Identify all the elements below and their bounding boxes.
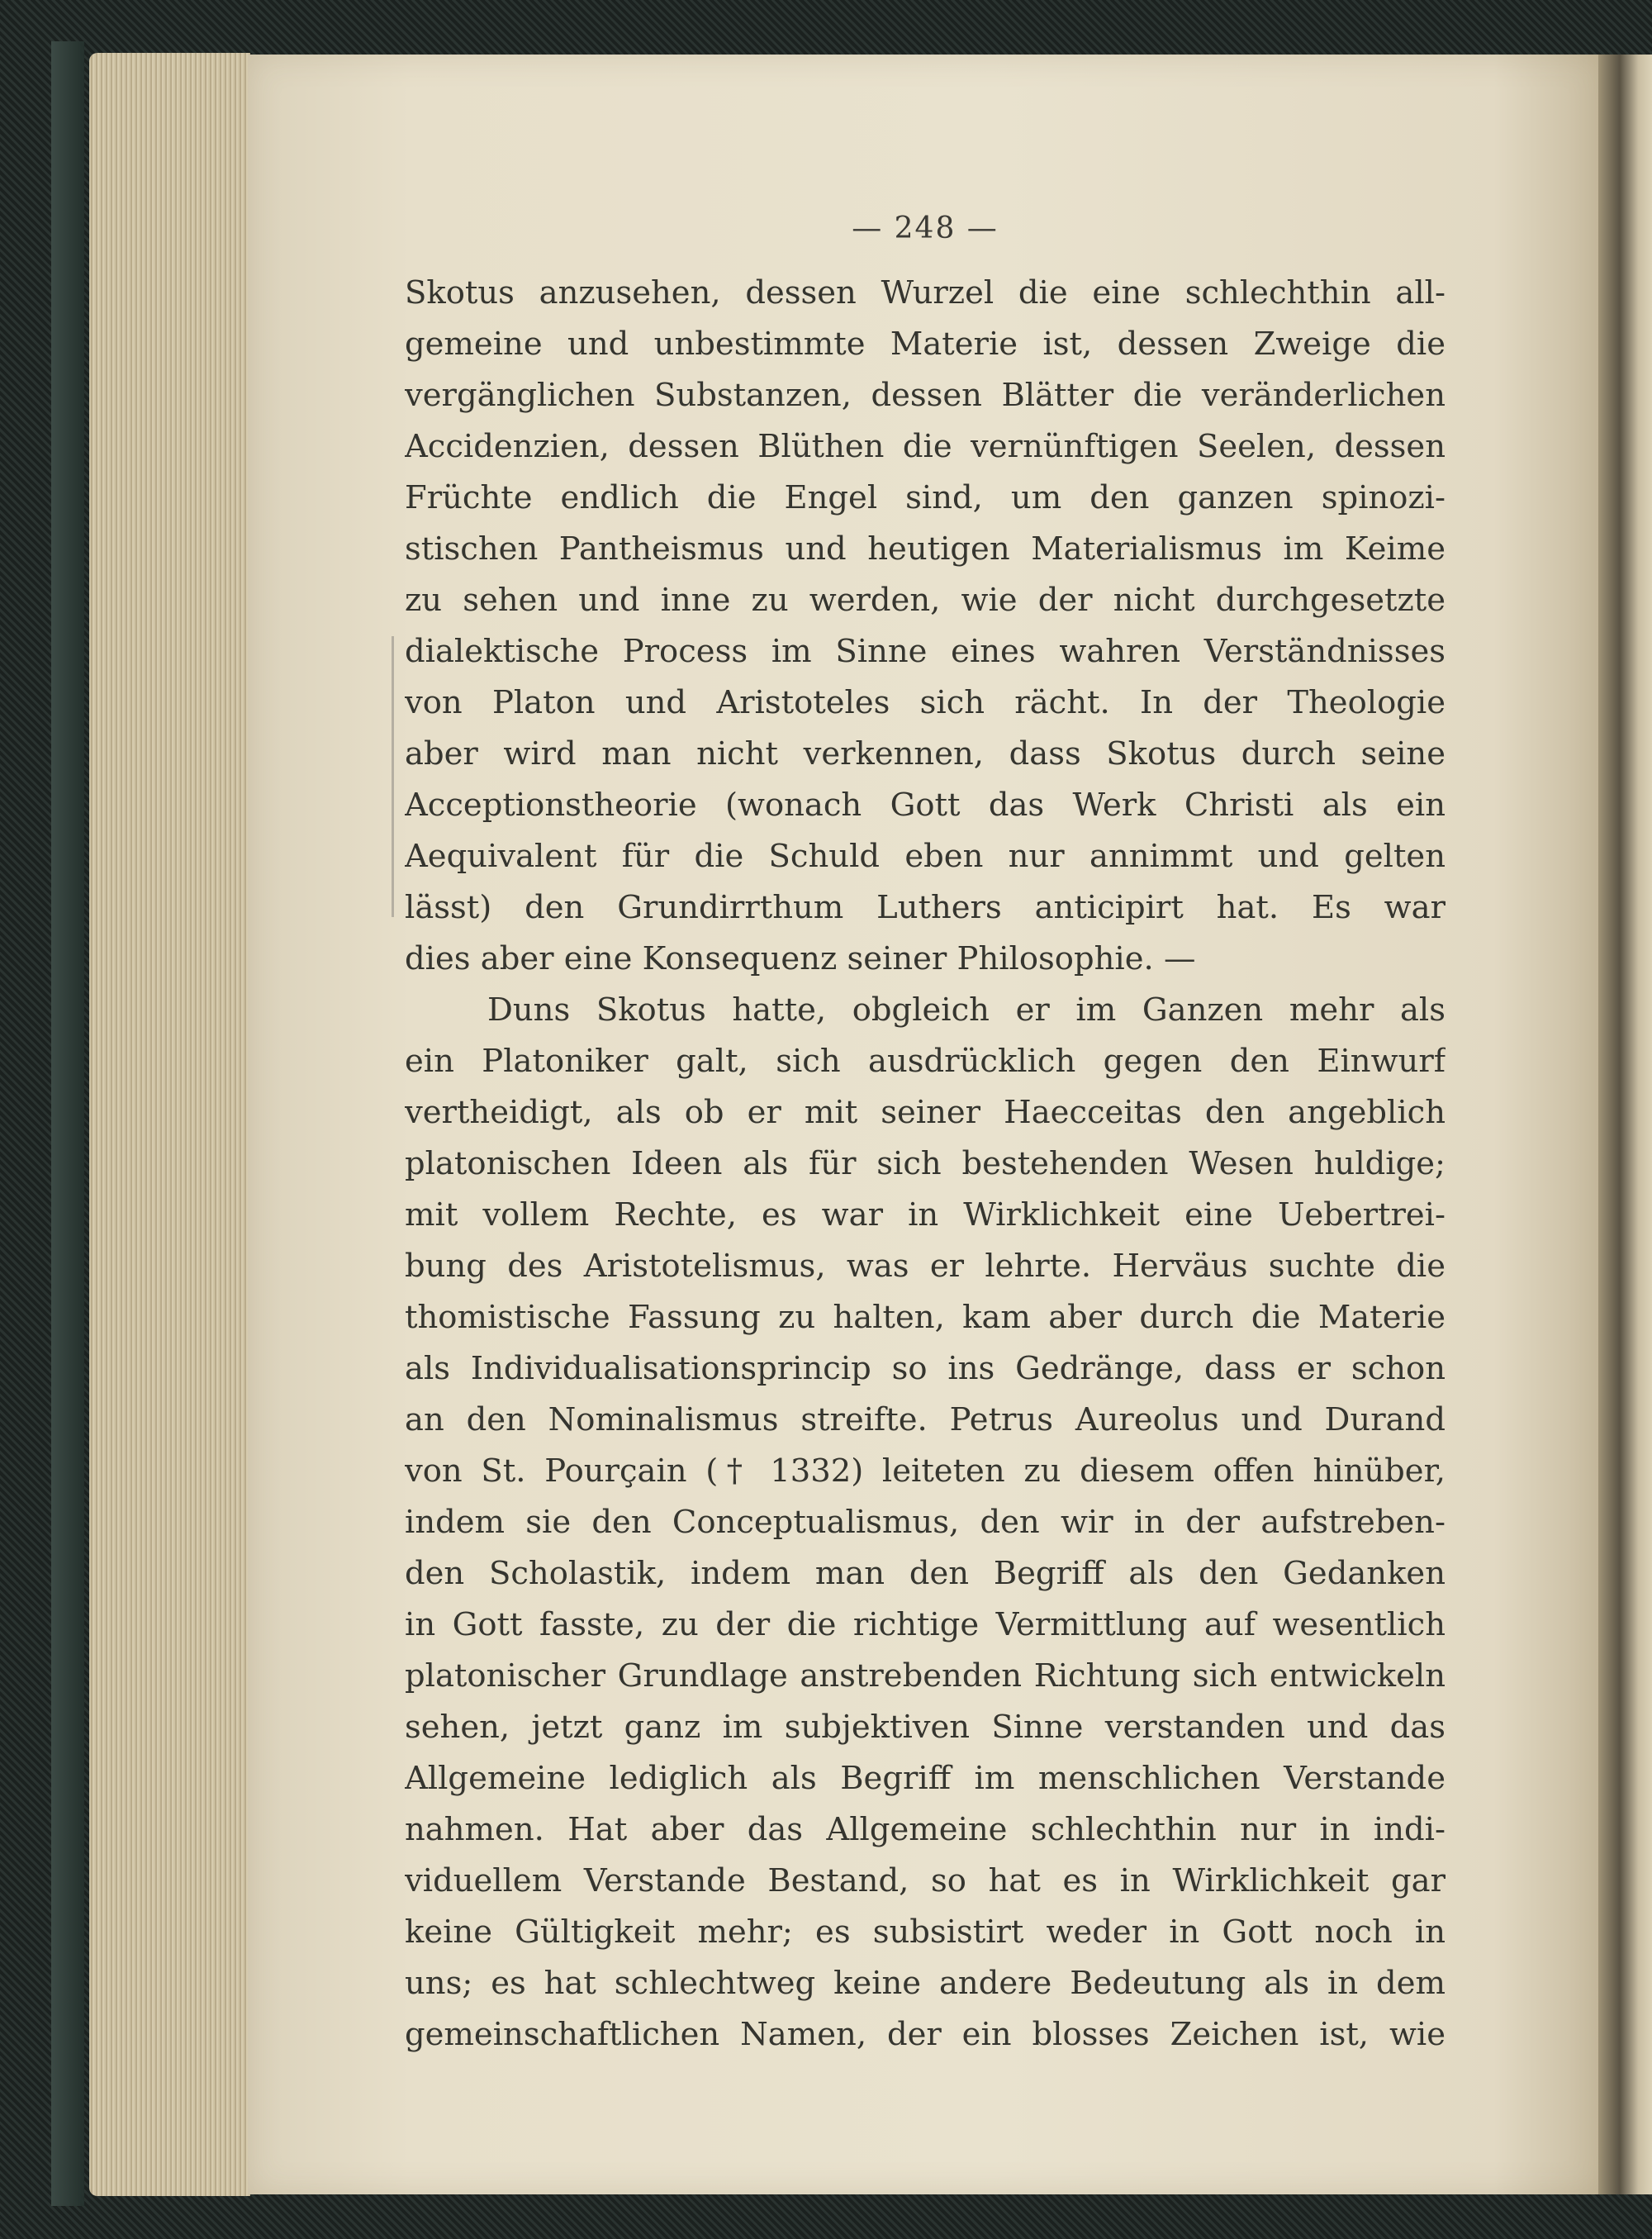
text-line: vertheidigt, als ob er mit seiner Haecceitas den angeblich — [405, 1094, 1446, 1131]
cover-spine-edge — [51, 41, 84, 2206]
text-line: bung des Aristotelismus, was er lehrte. Herväus suchte die — [405, 1248, 1446, 1285]
text-line: aber wird man nicht verkennen, dass Skotus durch seine — [405, 735, 1446, 772]
text-line: an den Nominalismus streifte. Petrus Aureolus und Durand — [405, 1401, 1446, 1438]
text-line: stischen Pantheismus und heutigen Materialismus im Keime — [405, 530, 1446, 568]
text-line: Skotus anzusehen, dessen Wurzel die eine schlechthin all- — [405, 274, 1446, 311]
text-line: vergänglichen Substanzen, dessen Blätter die veränderlichen — [405, 377, 1446, 414]
text-line: dialektische Process im Sinne eines wahren Verständnisses — [405, 633, 1446, 670]
text-line: keine Gültigkeit mehr; es subsistirt weder in Gott noch in — [405, 1913, 1446, 1951]
text-line: sehen, jetzt ganz im subjektiven Sinne verstanden und das — [405, 1709, 1446, 1746]
text-line: lässt) den Grundirrthum Luthers anticipirt hat. Es war — [405, 889, 1446, 926]
text-line: von Platon und Aristoteles sich rächt. In der Theologie — [405, 684, 1446, 721]
text-line: indem sie den Conceptualismus, den wir in der aufstreben- — [405, 1504, 1446, 1541]
text-line: Acceptionstheorie (wonach Gott das Werk Christi als ein — [405, 787, 1446, 824]
text-line: den Scholastik, indem man den Begriff als den Gedanken — [405, 1555, 1446, 1592]
text-line: ein Platoniker galt, sich ausdrücklich gegen den Einwurf — [405, 1043, 1446, 1080]
text-line: zu sehen und inne zu werden, wie der nicht durchgesetzte — [405, 582, 1446, 619]
text-line: nahmen. Hat aber das Allgemeine schlechthin nur in indi- — [405, 1811, 1446, 1848]
text-line: Aequivalent für die Schuld eben nur annimmt und gelten — [405, 838, 1446, 875]
text-line: als Individualisationsprincip so ins Gedränge, dass er schon — [405, 1350, 1446, 1387]
text-line: Früchte endlich die Engel sind, um den ganzen spinozi- — [405, 479, 1446, 516]
text-line: viduellem Verstande Bestand, so hat es in Wirklichkeit gar — [405, 1862, 1446, 1899]
page-number: — 248 — — [852, 212, 999, 245]
text-line: platonischer Grundlage anstrebenden Richtung sich entwickeln — [405, 1657, 1446, 1695]
text-line: Duns Skotus hatte, obgleich er im Ganzen mehr als — [487, 991, 1446, 1029]
text-line: von St. Pourçain († 1332) leiteten zu diesem offen hinüber, — [405, 1452, 1446, 1490]
body-text — [405, 268, 1446, 2061]
text-line: in Gott fasste, zu der die richtige Vermittlung auf wesentlich — [405, 1606, 1446, 1643]
text-line: Accidenzien, dessen Blüthen die vernünftigen Seelen, dessen — [405, 428, 1446, 465]
text-line: uns; es hat schlechtweg keine andere Bedeutung als in dem — [405, 1965, 1446, 2002]
text-line: thomistische Fassung zu halten, kam aber durch die Materie — [405, 1299, 1446, 1336]
pencil-margin-mark — [392, 636, 399, 917]
text-line: gemeine und unbestimmte Materie ist, dessen Zweige die — [405, 326, 1446, 363]
text-line: mit vollem Rechte, es war in Wirklichkeit eine Uebertrei- — [405, 1196, 1446, 1234]
book-gutter — [1598, 55, 1652, 2194]
text-line: gemeinschaftlichen Namen, der ein blosses Zeichen ist, wie — [405, 2016, 1446, 2053]
page-edges — [89, 53, 250, 2196]
text-line: Allgemeine lediglich als Begriff im menschlichen Verstande — [405, 1760, 1446, 1797]
text-line: platonischen Ideen als für sich bestehenden Wesen huldige; — [405, 1145, 1446, 1182]
book-page — [248, 55, 1602, 2194]
text-line: dies aber eine Konsequenz seiner Philosophie. — — [405, 940, 1196, 977]
